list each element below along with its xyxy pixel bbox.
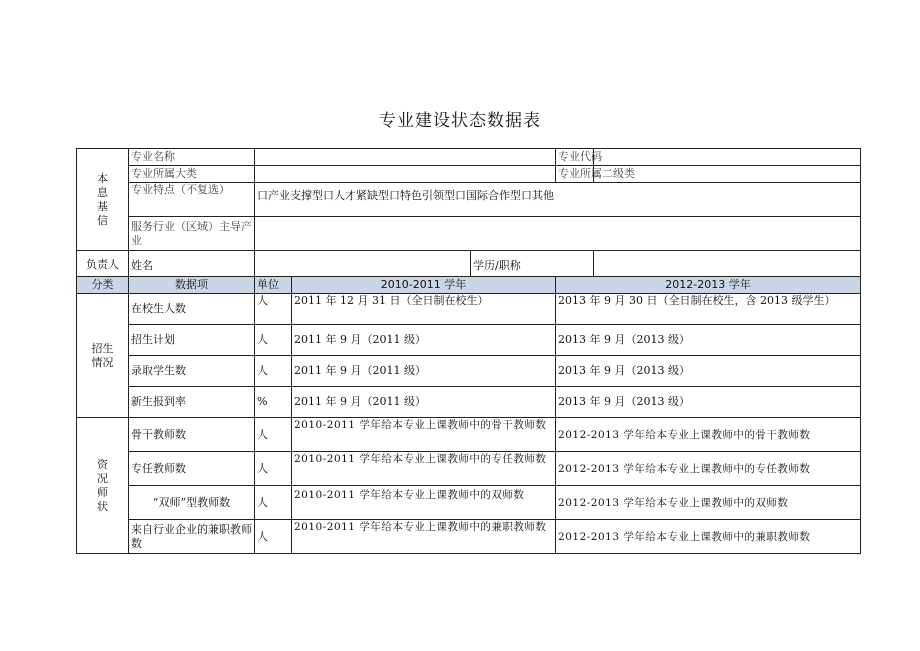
- table-row-year-2[interactable]: 2013 年 9 月（2013 级）: [556, 387, 861, 418]
- feature-label: 专业特点（不复选）: [129, 183, 255, 217]
- table-row-item: 专任教师数: [129, 452, 255, 486]
- table-row-year-1[interactable]: 2011 年 9 月（2011 级）: [292, 387, 556, 418]
- table-row-year-2[interactable]: 2012-2013 学年给本专业上课教师中的专任教师数: [556, 452, 861, 486]
- table-row-unit: %: [255, 387, 292, 418]
- table-row-unit: 人: [255, 418, 292, 452]
- faculty-section-label: 资 况 师 状: [77, 418, 129, 554]
- table-row-item: 招生计划: [129, 325, 255, 356]
- header-unit: 单位: [255, 277, 292, 294]
- table-row-year-2[interactable]: 2012-2013 学年给本专业上课教师中的骨干教师数: [556, 418, 861, 452]
- leader-label: 负责人: [77, 251, 129, 277]
- table-row-unit: 人: [255, 325, 292, 356]
- page-title: 专业建设状态数据表: [379, 111, 541, 131]
- table-row-unit: 人: [255, 452, 292, 486]
- data-table: [76, 148, 861, 554]
- header-item: 数据项: [129, 277, 255, 294]
- table-row-unit: 人: [255, 520, 292, 554]
- table-row-item: “双师”型教师数: [129, 486, 255, 520]
- table-row-unit: 人: [255, 294, 292, 325]
- major-code-label: 专业代码: [556, 149, 594, 166]
- major-name-value[interactable]: [255, 149, 556, 166]
- basic-info-section-label: 本 息 基 信: [77, 149, 129, 251]
- table-row-year-1[interactable]: 2011 年 9 月（2011 级）: [292, 325, 556, 356]
- category-value[interactable]: [255, 166, 556, 183]
- table-row-year-1[interactable]: 2010-2011 学年给本专业上课教师中的双师数: [292, 486, 556, 520]
- table-row-unit: 人: [255, 486, 292, 520]
- feature-options[interactable]: 口产业支撑型口人才紧缺型口特色引领型口国际合作型口其他: [255, 183, 861, 217]
- table-row-year-2[interactable]: 2013 年 9 月 30 日（全日制在校生，含 2013 级学生）: [556, 294, 861, 325]
- service-industry-value[interactable]: [255, 217, 861, 251]
- header-category: 分类: [77, 277, 129, 294]
- table-row-year-2[interactable]: 2013 年 9 月（2013 级）: [556, 325, 861, 356]
- service-industry-label: 服务行业（区域）主导产业: [129, 217, 255, 251]
- enrollment-section-label: 招生 情况: [77, 294, 129, 418]
- table-row-item: 骨干教师数: [129, 418, 255, 452]
- category-label: 专业所属大类: [129, 166, 255, 183]
- table-row-year-1[interactable]: 2010-2011 学年给本专业上课教师中的骨干教师数: [292, 418, 556, 452]
- table-row-year-1[interactable]: 2011 年 12 月 31 日（全日制在校生）: [292, 294, 556, 325]
- subcategory-label: 专业所属二级类: [556, 166, 594, 183]
- major-name-label: 专业名称: [129, 149, 255, 166]
- table-row-year-2[interactable]: 2012-2013 学年给本专业上课教师中的双师数: [556, 486, 861, 520]
- table-row-year-1[interactable]: 2010-2011 学年给本专业上课教师中的专任教师数: [292, 452, 556, 486]
- table-row-year-2[interactable]: 2013 年 9 月（2013 级）: [556, 356, 861, 387]
- degree-title-label: 学历/职称: [471, 251, 594, 277]
- header-year-1: 2010-2011 学年: [292, 277, 556, 294]
- table-row-year-1[interactable]: 2011 年 9 月（2011 级）: [292, 356, 556, 387]
- leader-name-label: 姓名: [129, 251, 255, 277]
- degree-title-value[interactable]: [594, 251, 861, 277]
- table-row-item: 来自行业企业的兼职教师数: [129, 520, 255, 554]
- table-row-unit: 人: [255, 356, 292, 387]
- table-row-item: 录取学生数: [129, 356, 255, 387]
- leader-name-value[interactable]: [255, 251, 471, 277]
- table-row-year-2[interactable]: 2012-2013 学年给本专业上课教师中的兼职教师数: [556, 520, 861, 554]
- table-row-item: 在校生人数: [129, 294, 255, 325]
- header-year-2: 2012-2013 学年: [556, 277, 861, 294]
- major-code-value[interactable]: [594, 149, 861, 166]
- table-row-item: 新生报到率: [129, 387, 255, 418]
- table-row-year-1[interactable]: 2010-2011 学年给本专业上课教师中的兼职教师数: [292, 520, 556, 554]
